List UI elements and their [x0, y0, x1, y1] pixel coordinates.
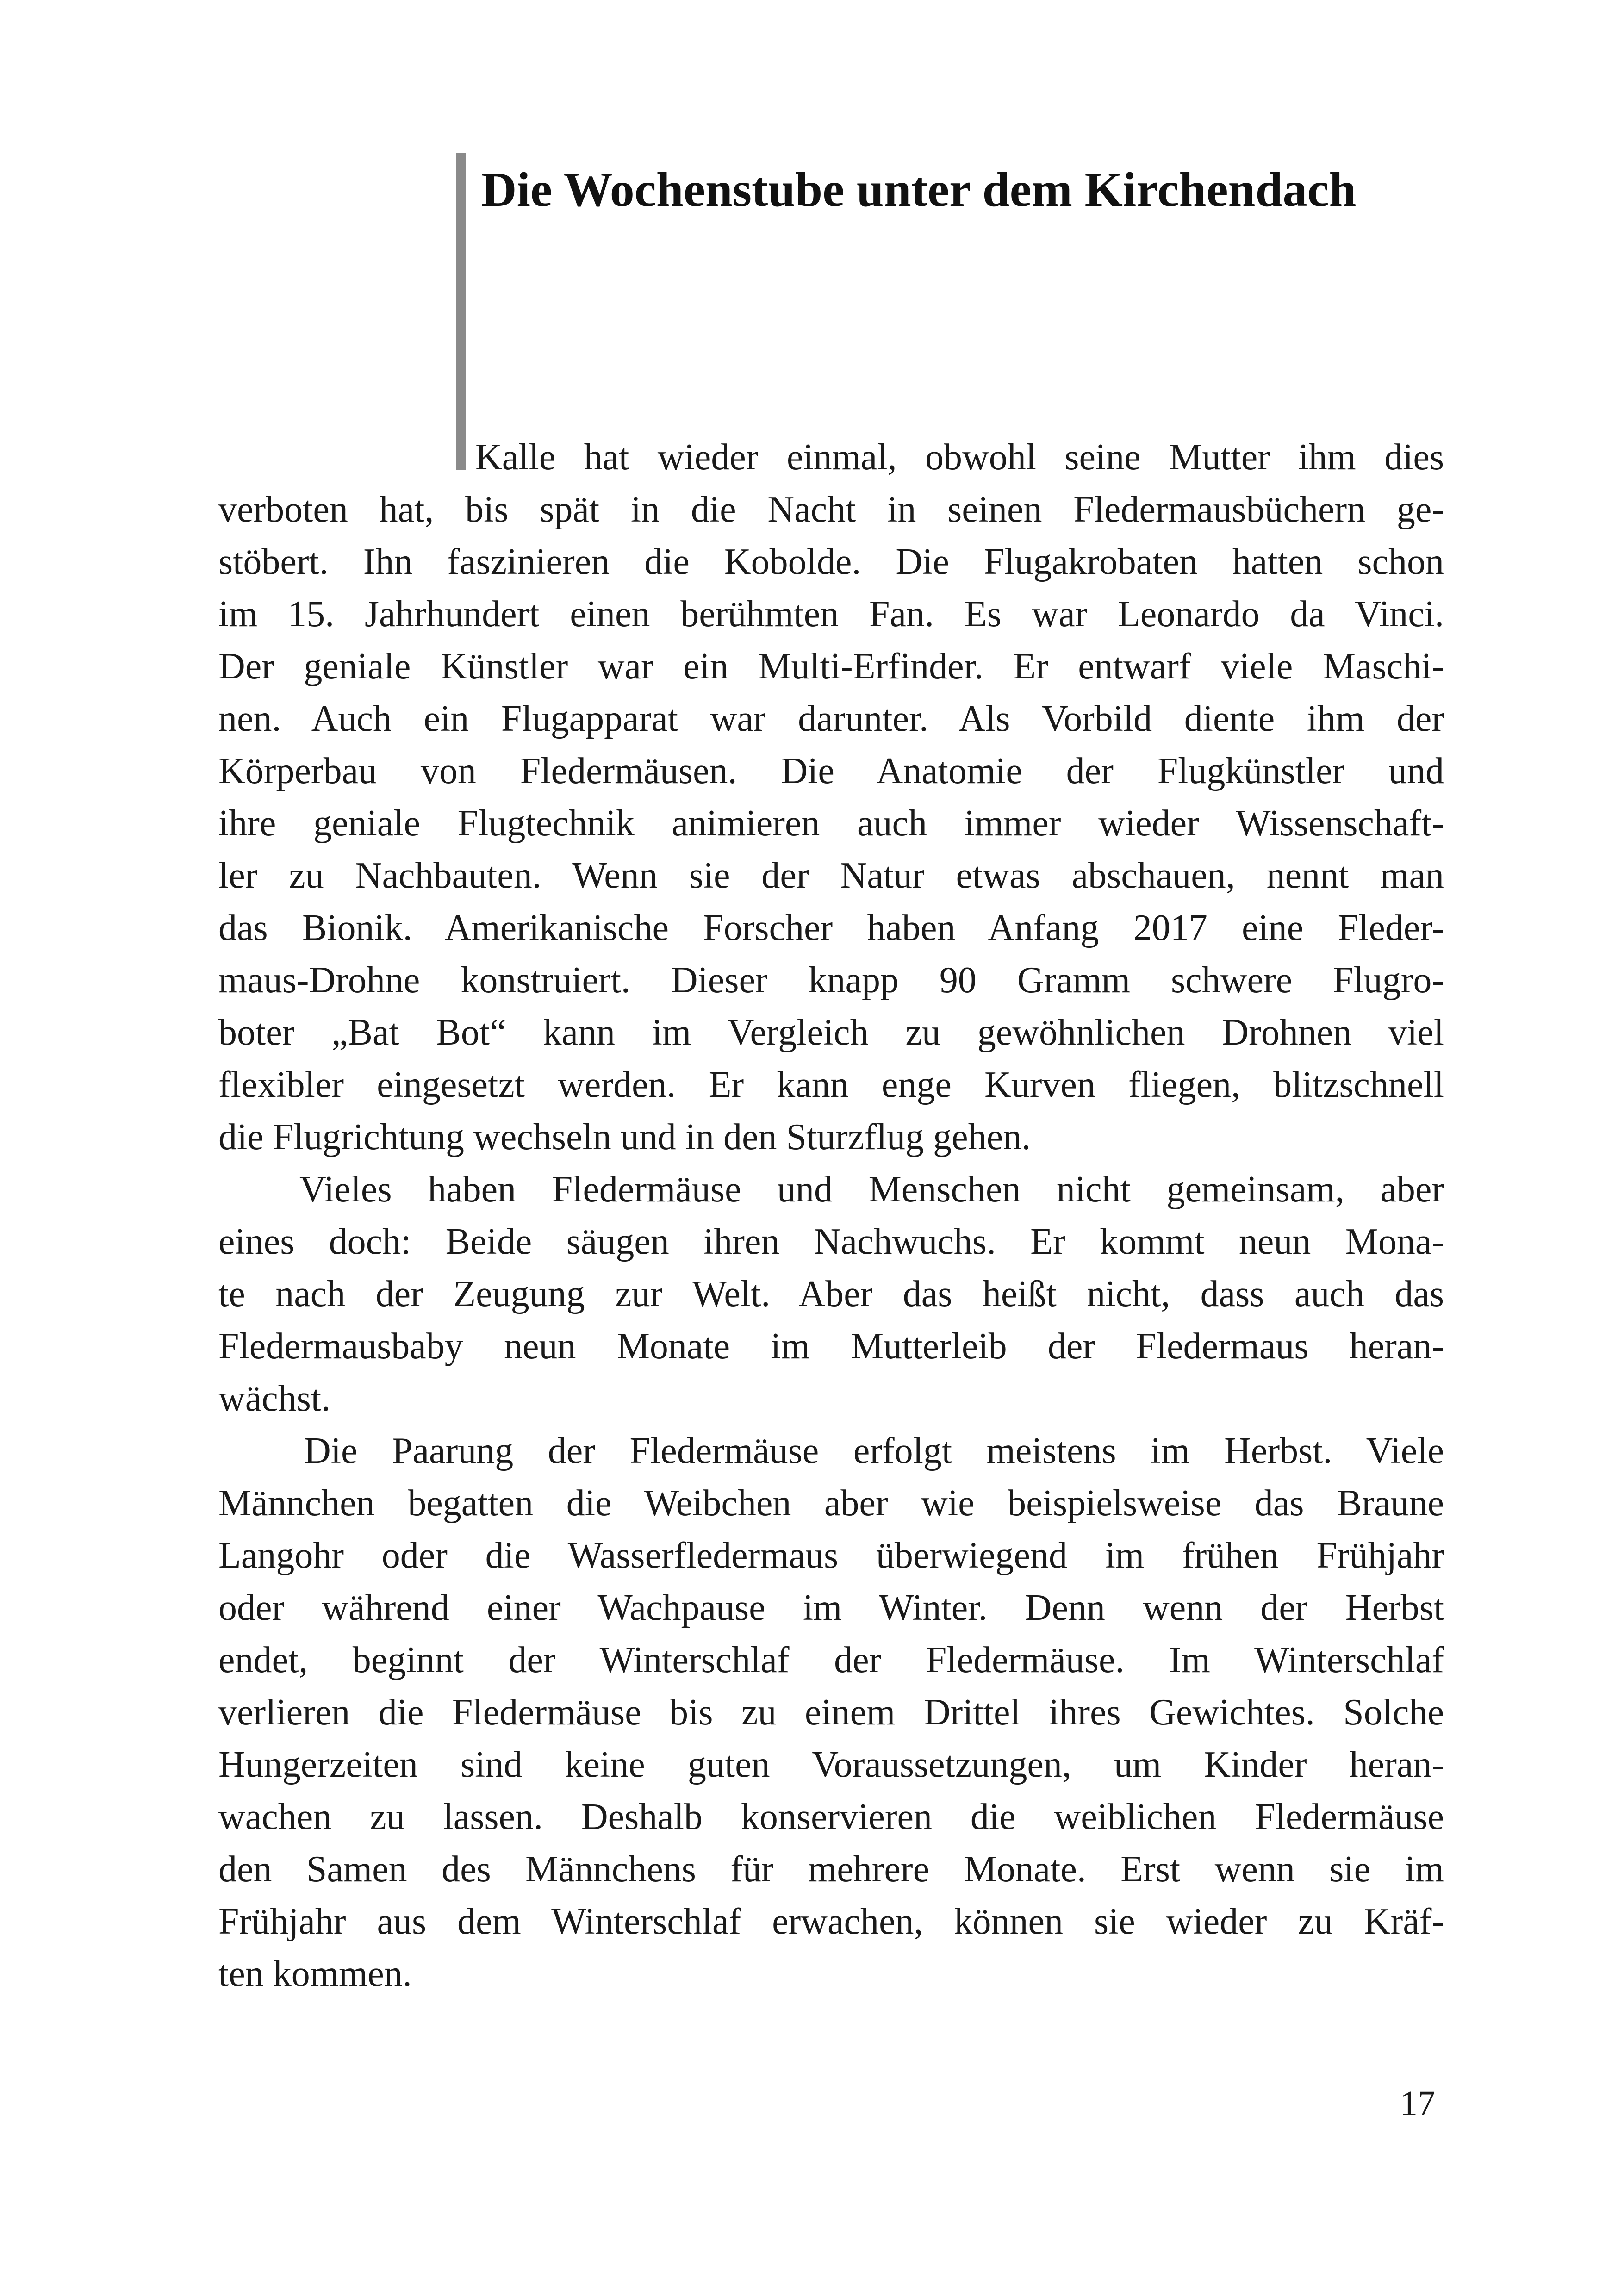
- text-line: Fledermausbaby neun Monate im Mutterleib der Fledermaus heran-: [218, 1326, 1444, 1367]
- text-line: Kalle hat wieder einmal, obwohl seine Mutter ihm dies: [475, 437, 1444, 478]
- text-line: Männchen begatten die Weibchen aber wie beispielsweise das Braune: [218, 1483, 1444, 1524]
- text-line: die Flugrichtung wechseln und in den Sturzflug gehen.: [218, 1117, 1031, 1157]
- text-line: das Bionik. Amerikanische Forscher haben Anfang 2017 eine Fleder-: [218, 908, 1444, 948]
- text-line: boter „Bat Bot“ kann im Vergleich zu gewöhnlichen Drohnen viel: [218, 1012, 1444, 1053]
- text-line: verboten hat, bis spät in die Nacht in seinen Fledermausbüchern ge-: [218, 489, 1444, 530]
- body-text: [218, 431, 1444, 2000]
- text-line: Vieles haben Fledermäuse und Menschen nicht gemeinsam, aber: [299, 1169, 1444, 1210]
- text-line: wächst.: [218, 1378, 331, 1419]
- text-line: flexibler eingesetzt werden. Er kann enge Kurven fliegen, blitzschnell: [218, 1064, 1444, 1105]
- text-line: eines doch: Beide säugen ihren Nachwuchs. Er kommt neun Mona-: [218, 1221, 1444, 1262]
- text-line: Frühjahr aus dem Winterschlaf erwachen, können sie wieder zu Kräf-: [218, 1901, 1444, 1942]
- chapter-accent-bar: [456, 153, 466, 470]
- text-line: ten kommen.: [218, 1954, 412, 1994]
- text-line: ihre geniale Flugtechnik animieren auch immer wieder Wissenschaft-: [218, 803, 1444, 844]
- text-line: te nach der Zeugung zur Welt. Aber das heißt nicht, dass auch das: [218, 1274, 1444, 1314]
- text-line: maus-Drohne konstruiert. Dieser knapp 90 Gramm schwere Flugro-: [218, 960, 1444, 1001]
- text-line: im 15. Jahrhundert einen berühmten Fan. Es war Leonardo da Vinci.: [218, 594, 1444, 635]
- text-line: wachen zu lassen. Deshalb konservieren die weiblichen Fledermäuse: [218, 1797, 1444, 1837]
- text-line: Die Paarung der Fledermäuse erfolgt meistens im Herbst. Viele: [304, 1431, 1444, 1471]
- text-line: Langohr oder die Wasserfledermaus überwiegend im frühen Frühjahr: [218, 1535, 1444, 1576]
- text-line: stöbert. Ihn faszinieren die Kobolde. Die Flugakrobaten hatten schon: [218, 541, 1444, 582]
- text-line: endet, beginnt der Winterschlaf der Fledermäuse. Im Winterschlaf: [218, 1640, 1444, 1680]
- text-line: den Samen des Männchens für mehrere Monate. Erst wenn sie im: [218, 1849, 1444, 1890]
- text-line: verlieren die Fledermäuse bis zu einem Drittel ihres Gewichtes. Solche: [218, 1692, 1444, 1733]
- text-line: ler zu Nachbauten. Wenn sie der Natur etwas abschauen, nennt man: [218, 855, 1444, 896]
- text-line: Körperbau von Fledermäusen. Die Anatomie der Flugkünstler und: [218, 751, 1444, 791]
- page-number: 17: [1400, 2084, 1435, 2123]
- text-line: oder während einer Wachpause im Winter. Denn wenn der Herbst: [218, 1587, 1444, 1628]
- chapter-title: Die Wochenstube unter dem Kirchendach: [481, 162, 1357, 217]
- text-line: nen. Auch ein Flugapparat war darunter. Als Vorbild diente ihm der: [218, 698, 1444, 739]
- text-line: Hungerzeiten sind keine guten Voraussetzungen, um Kinder heran-: [218, 1744, 1444, 1785]
- text-line: Der geniale Künstler war ein Multi-Erfinder. Er entwarf viele Maschi-: [218, 646, 1444, 687]
